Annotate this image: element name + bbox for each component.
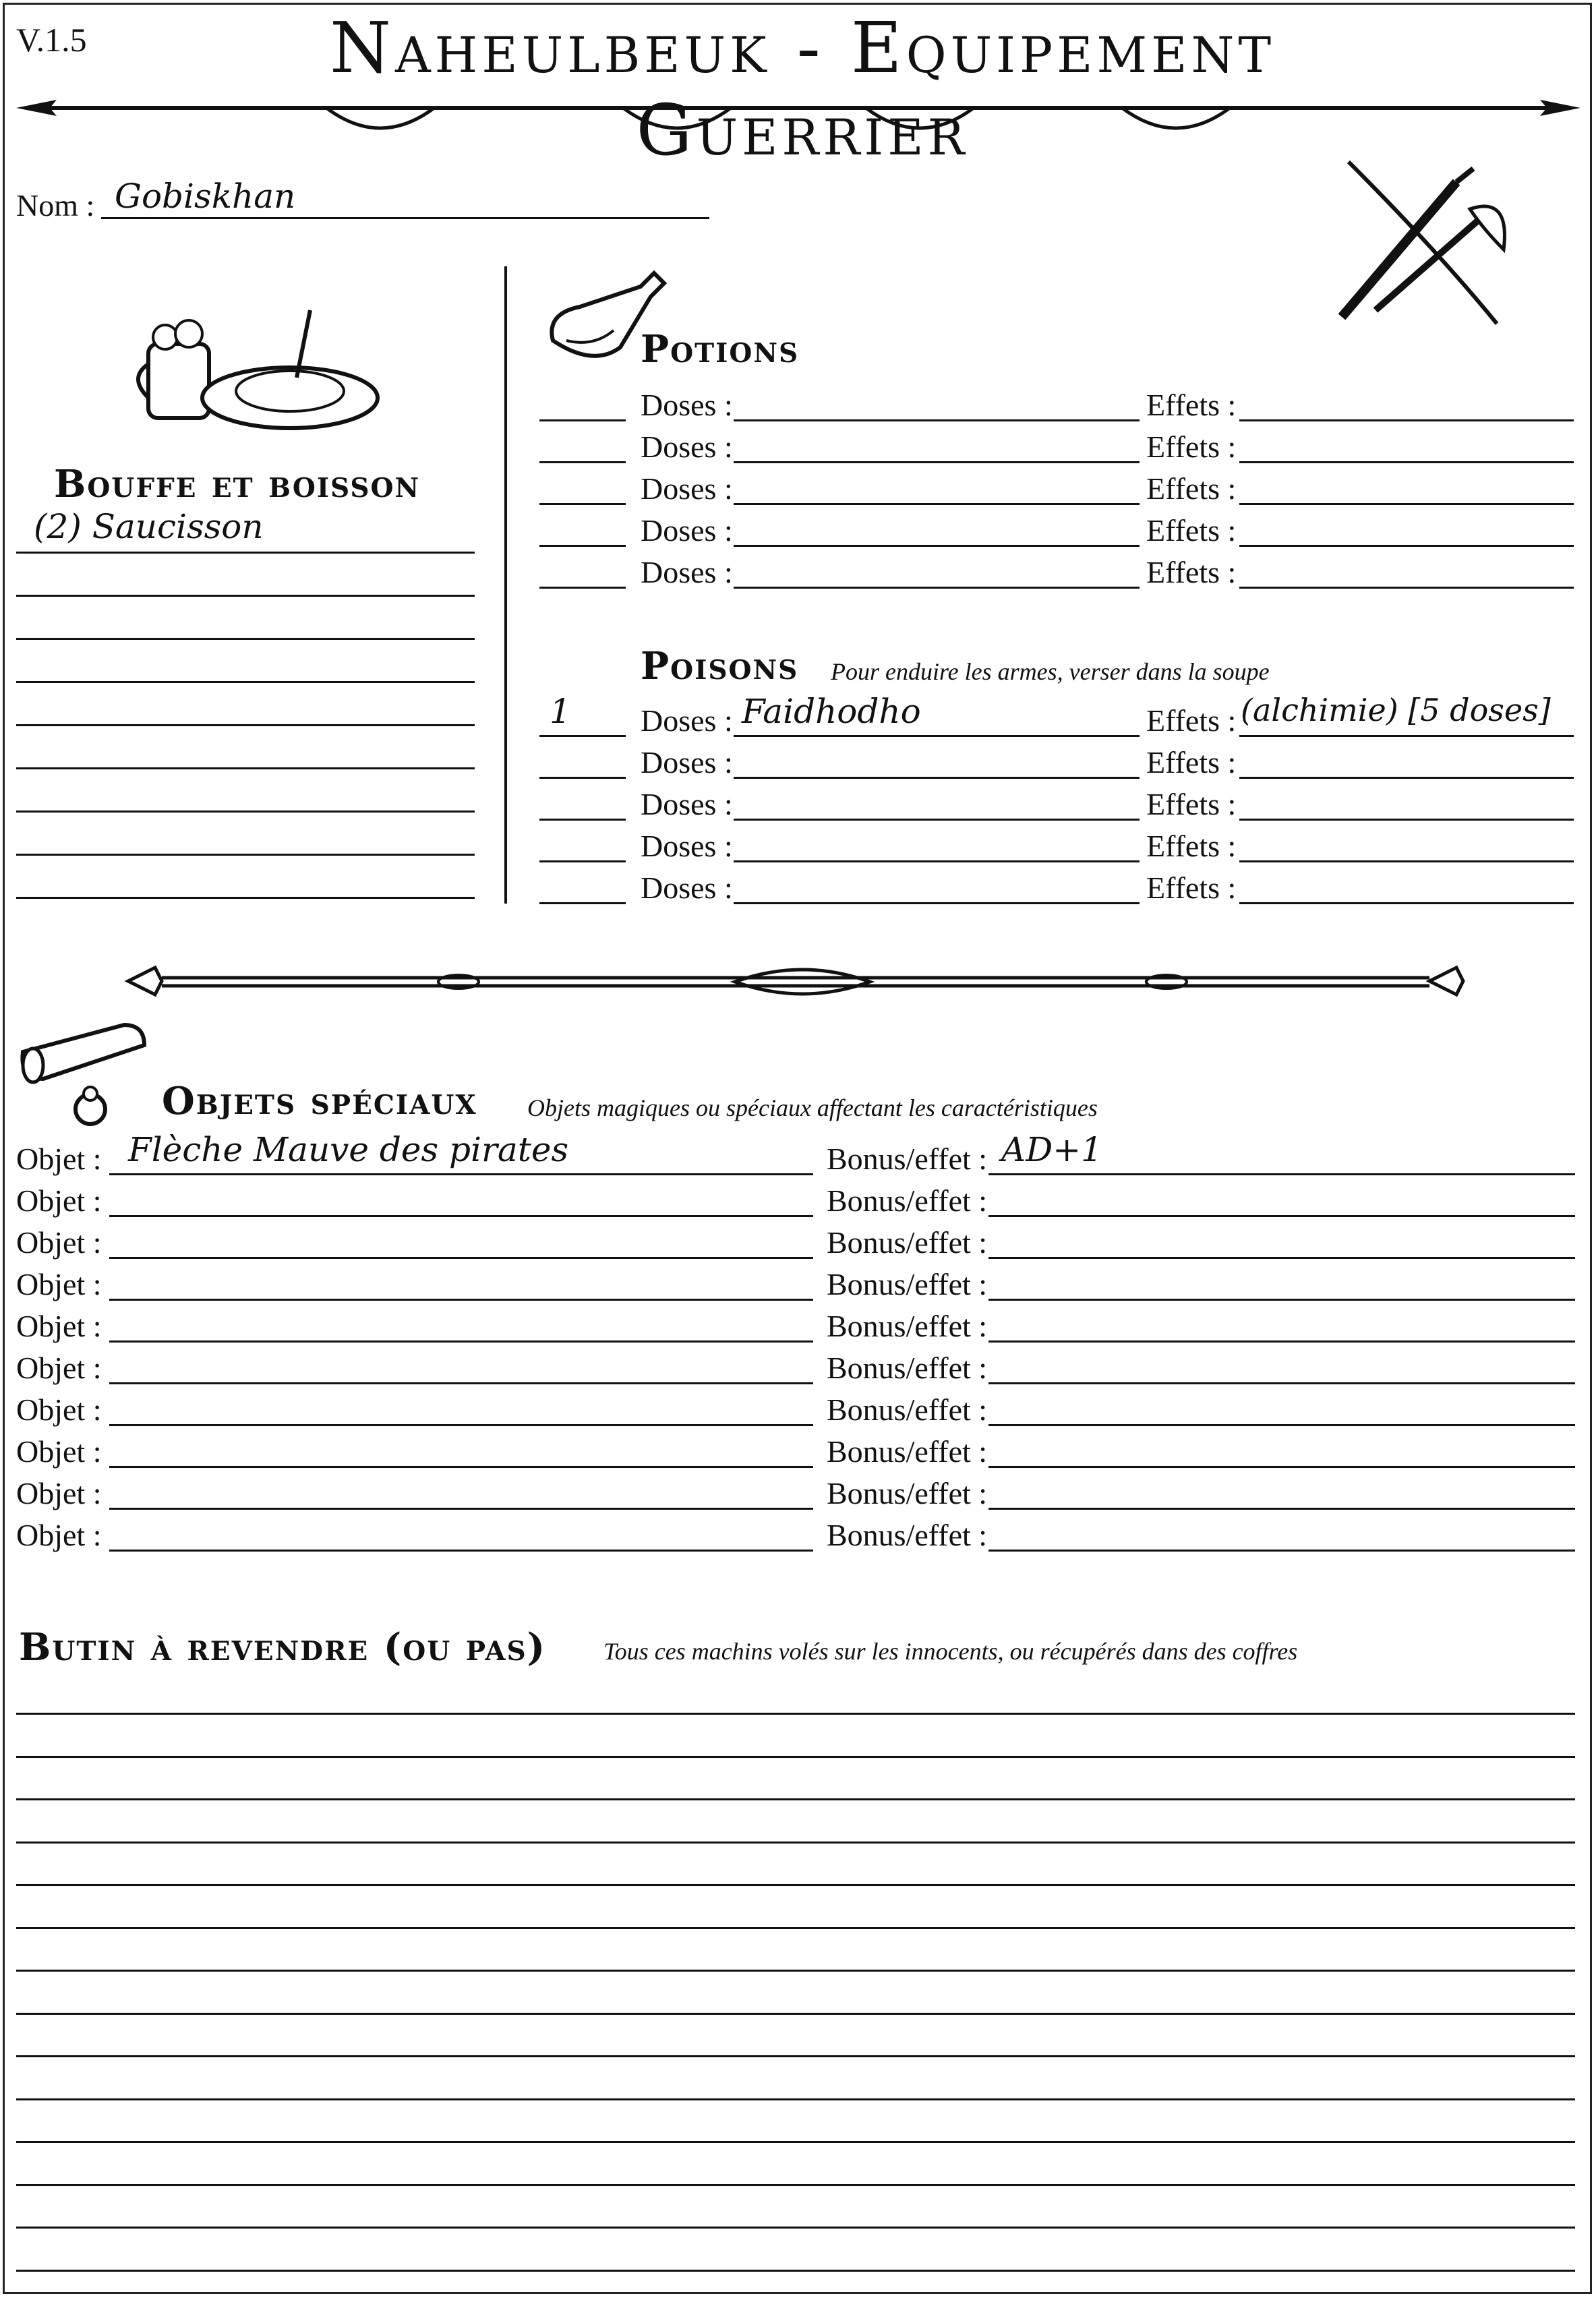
special-bonus-line (988, 1173, 1575, 1175)
special-bonus-line (988, 1215, 1575, 1217)
name-label: Nom : (16, 188, 95, 223)
poisons-effets-line (1239, 819, 1574, 821)
potions-effets-line (1239, 503, 1574, 505)
special-bonus-line (988, 1382, 1575, 1384)
poisons-effets-label: Effets : (1146, 703, 1237, 738)
potions-doses-label: Doses : (641, 388, 733, 422)
special-objet-line (109, 1550, 813, 1552)
poisons-qty-line (539, 902, 626, 904)
potions-doses-line (734, 587, 1140, 589)
food-line (16, 767, 475, 769)
special-objet-line (109, 1215, 813, 1217)
special-bonus-line (988, 1340, 1575, 1343)
crossed-sword-axe-bow-icon (1328, 155, 1531, 337)
potions-qty-line (539, 503, 626, 505)
special-bonus-line (988, 1299, 1575, 1301)
special-objet-label: Objet : (16, 1518, 102, 1552)
special-objet-label: Objet : (16, 1183, 102, 1218)
loot-line (16, 2098, 1575, 2100)
special-objet-value[interactable]: Flèche Mauve des pirates (128, 1130, 569, 1169)
special-bonus-line (988, 1508, 1575, 1510)
loot-line (16, 1756, 1575, 1758)
special-objet-label: Objet : (16, 1392, 102, 1427)
poisons-doses-label: Doses : (641, 703, 733, 738)
sheet-title: Naheulbeuk - Equipement Guerrier (329, 7, 1276, 171)
loot-line (16, 1884, 1575, 1886)
loot-line (16, 1842, 1575, 1844)
special-objet-label: Objet : (16, 1267, 102, 1301)
special-objet-label: Objet : (16, 1476, 102, 1510)
special-note: Objets magiques ou spéciaux affectant les caractéristiques (527, 1094, 1098, 1121)
poisons-doses-line (734, 860, 1140, 862)
special-objet-label: Objet : (16, 1434, 102, 1469)
special-bonus-label: Bonus/effet : (827, 1267, 988, 1301)
special-objet-line (109, 1340, 813, 1343)
name-line (101, 217, 709, 219)
special-objet-line (109, 1299, 813, 1301)
name-value[interactable]: Gobiskhan (115, 177, 296, 216)
poisons-doses-value[interactable]: Faidhodho (742, 692, 921, 731)
special-objet-label: Objet : (16, 1225, 102, 1260)
special-objet-line (109, 1173, 813, 1175)
potions-effets-label: Effets : (1146, 388, 1237, 422)
potions-effets-line (1239, 419, 1574, 421)
poisons-qty-line (539, 735, 626, 737)
poisons-effets-label: Effets : (1146, 745, 1237, 779)
poisons-effets-value[interactable]: (alchimie) [5 doses] (1241, 692, 1551, 728)
poisons-doses-line (734, 777, 1140, 779)
potions-heading: Potions (641, 327, 800, 372)
special-bonus-label: Bonus/effet : (827, 1183, 988, 1218)
special-bonus-line (988, 1424, 1575, 1426)
potions-doses-label: Doses : (641, 430, 733, 464)
poisons-effets-line (1239, 860, 1574, 862)
loot-line (16, 2270, 1575, 2272)
poisons-effets-line (1239, 735, 1574, 737)
special-objet-line (109, 1382, 813, 1384)
potions-effets-line (1239, 461, 1574, 463)
potions-effets-label: Effets : (1146, 555, 1237, 589)
food-line (16, 681, 475, 683)
special-bonus-label: Bonus/effet : (827, 1309, 988, 1343)
special-bonus-line (988, 1550, 1575, 1552)
special-bonus-label: Bonus/effet : (827, 1351, 988, 1385)
poisons-effets-label: Effets : (1146, 787, 1237, 821)
column-divider (504, 266, 507, 904)
potions-effets-label: Effets : (1146, 513, 1237, 548)
poisons-doses-line (734, 819, 1140, 821)
food-line (16, 724, 475, 726)
spear-divider-icon (16, 88, 1580, 148)
special-objet-label: Objet : (16, 1142, 102, 1176)
special-bonus-line (988, 1257, 1575, 1259)
special-objet-line (109, 1424, 813, 1426)
special-objet-line (109, 1508, 813, 1510)
food-line (16, 854, 475, 856)
poisons-heading: Poisons (641, 644, 799, 688)
poisons-qty-line (539, 819, 626, 821)
potions-doses-label: Doses : (641, 513, 733, 548)
loot-line (16, 1927, 1575, 1929)
loot-line (16, 2227, 1575, 2229)
special-bonus-value[interactable]: AD+1 (1001, 1130, 1102, 1169)
poisons-note: Pour enduire les armes, verser dans la soupe (831, 658, 1270, 685)
special-bonus-line (988, 1466, 1575, 1468)
loot-heading: Butin à revendre (ou pas) (19, 1625, 547, 1670)
poisons-doses-label: Doses : (641, 829, 733, 863)
loot-line (16, 2141, 1575, 2143)
food-line (16, 897, 475, 899)
loot-line (16, 2013, 1575, 2015)
poisons-doses-label: Doses : (641, 787, 733, 821)
potions-doses-line (734, 545, 1140, 547)
potions-doses-line (734, 461, 1140, 463)
poisons-qty-line (539, 860, 626, 862)
potions-doses-line (734, 419, 1140, 421)
poisons-doses-label: Doses : (641, 871, 733, 905)
food-line (16, 552, 475, 554)
poisons-doses-label: Doses : (641, 745, 733, 779)
special-heading: Objets spéciaux (162, 1079, 477, 1123)
potions-effets-line (1239, 587, 1574, 589)
potions-qty-line (539, 461, 626, 463)
potions-effets-label: Effets : (1146, 471, 1237, 506)
loot-line (16, 2184, 1575, 2186)
special-objet-line (109, 1466, 813, 1468)
poisons-effets-line (1239, 902, 1574, 904)
food-entry[interactable]: (2) Saucisson (34, 507, 264, 546)
poisons-doses-line (734, 735, 1140, 737)
scroll-and-ring-icon (16, 1018, 158, 1133)
poisons-effets-line (1239, 777, 1574, 779)
food-line (16, 811, 475, 813)
potions-doses-label: Doses : (641, 555, 733, 589)
loot-line (16, 2055, 1575, 2057)
special-objet-line (109, 1257, 813, 1259)
mug-and-plate-icon (135, 297, 384, 438)
special-bonus-label: Bonus/effet : (827, 1392, 988, 1427)
potions-effets-label: Effets : (1146, 430, 1237, 464)
potions-qty-line (539, 419, 626, 421)
potions-qty-line (539, 587, 626, 589)
poisons-effets-label: Effets : (1146, 829, 1237, 863)
poisons-effets-label: Effets : (1146, 871, 1237, 905)
poisons-qty[interactable]: 1 (550, 692, 571, 731)
loot-line (16, 1798, 1575, 1800)
special-bonus-label: Bonus/effet : (827, 1476, 988, 1510)
staff-divider-icon (128, 958, 1463, 1005)
potions-qty-line (539, 545, 626, 547)
special-bonus-label: Bonus/effet : (827, 1434, 988, 1469)
potions-doses-line (734, 503, 1140, 505)
food-heading: Bouffe et boisson (54, 462, 421, 506)
potions-effets-line (1239, 545, 1574, 547)
special-objet-label: Objet : (16, 1351, 102, 1385)
version-label: V.1.5 (16, 21, 87, 59)
loot-note: Tous ces machins volés sur les innocents, ou récupérés dans des coffres (603, 1638, 1298, 1665)
loot-line (16, 1970, 1575, 1972)
loot-line (16, 1713, 1575, 1715)
special-bonus-label: Bonus/effet : (827, 1225, 988, 1260)
special-bonus-label: Bonus/effet : (827, 1142, 988, 1176)
special-bonus-label: Bonus/effet : (827, 1518, 988, 1552)
potions-doses-label: Doses : (641, 471, 733, 506)
poisons-qty-line (539, 777, 626, 779)
poisons-doses-line (734, 902, 1140, 904)
food-line (16, 595, 475, 597)
food-line (16, 638, 475, 640)
special-objet-label: Objet : (16, 1309, 102, 1343)
